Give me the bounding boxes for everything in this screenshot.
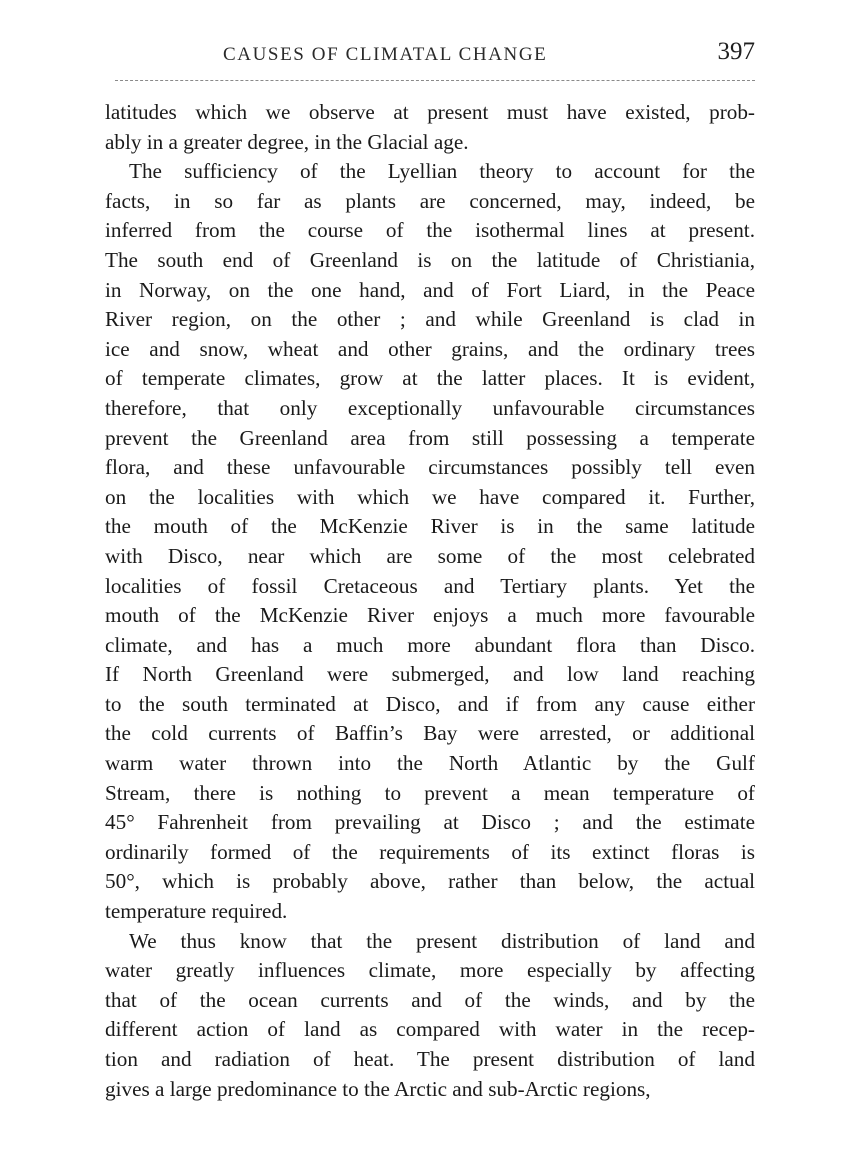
text-line: The sufficiency of the Lyellian theory to account for the <box>129 159 755 184</box>
text-line: to the south terminated at Disco, and if from any cause either <box>105 691 755 716</box>
text-line: ably in a greater degree, in the Glacial age. <box>105 129 469 154</box>
text-line: therefore, that only exceptionally unfavourable circumstances <box>105 395 755 420</box>
text-line: the cold currents of Baffin’s Bay were arrested, or additional <box>105 721 755 746</box>
text-line: flora, and these unfavourable circumstances possibly tell even <box>105 455 755 480</box>
text-line: tion and radiation of heat. The present distribution of land <box>105 1047 755 1071</box>
running-head <box>105 38 755 78</box>
text-line: climate, and has a much more abundant flora than Disco. <box>105 632 755 657</box>
text-line: localities of fossil Cretaceous and Tertiary plants. Yet the <box>105 573 755 598</box>
body-text <box>105 98 755 1104</box>
text-line: River region, on the other ; and while Greenland is clad in <box>105 307 755 332</box>
header-rule <box>115 80 755 81</box>
paragraph <box>105 98 755 157</box>
text-line: on the localities with which we have compared it. Further, <box>105 484 755 509</box>
text-line: latitudes which we observe at present must have existed, prob- <box>105 100 755 124</box>
text-line: different action of land as compared with water in the recep- <box>105 1017 755 1042</box>
text-line: of temperate climates, grow at the latter places. It is evident, <box>105 366 755 391</box>
text-line: We thus know that the present distribution of land and <box>129 928 755 953</box>
text-line: 50°, which is probably above, rather than below, the actual <box>105 869 755 894</box>
text-line: The south end of Greenland is on the latitude of Christiania, <box>105 247 755 272</box>
text-line: ice and snow, wheat and other grains, and the ordinary trees <box>105 336 755 361</box>
text-line: the mouth of the McKenzie River is in the same latitude <box>105 514 755 539</box>
text-line: ordinarily formed of the requirements of its extinct floras is <box>105 839 755 864</box>
text-line: facts, in so far as plants are concerned, may, indeed, be <box>105 188 755 213</box>
text-line: that of the ocean currents and of the winds, and by the <box>105 987 755 1012</box>
text-line: warm water thrown into the North Atlantic by the Gulf <box>105 751 755 776</box>
text-line: prevent the Greenland area from still possessing a temperate <box>105 425 755 450</box>
text-line: 45° Fahrenheit from prevailing at Disco ; and the estimate <box>105 810 755 835</box>
paragraph <box>105 157 755 926</box>
text-line: If North Greenland were submerged, and low land reaching <box>105 662 755 687</box>
running-title: CAUSES OF CLIMATAL CHANGE <box>223 44 548 65</box>
paragraph <box>105 927 755 1105</box>
text-line: temperature required. <box>105 899 288 924</box>
text-line: Stream, there is nothing to prevent a mean temperature of <box>105 780 755 805</box>
text-line: with Disco, near which are some of the most celebrated <box>105 543 755 568</box>
text-line: gives a large predominance to the Arctic and sub-Arctic regions, <box>105 1076 651 1101</box>
text-line: water greatly influences climate, more especially by affecting <box>105 958 755 983</box>
page-number: 397 <box>717 38 755 65</box>
text-line: in Norway, on the one hand, and of Fort Liard, in the Peace <box>105 277 755 302</box>
text-line: inferred from the course of the isothermal lines at present. <box>105 218 755 243</box>
text-line: mouth of the McKenzie River enjoys a much more favourable <box>105 603 755 628</box>
